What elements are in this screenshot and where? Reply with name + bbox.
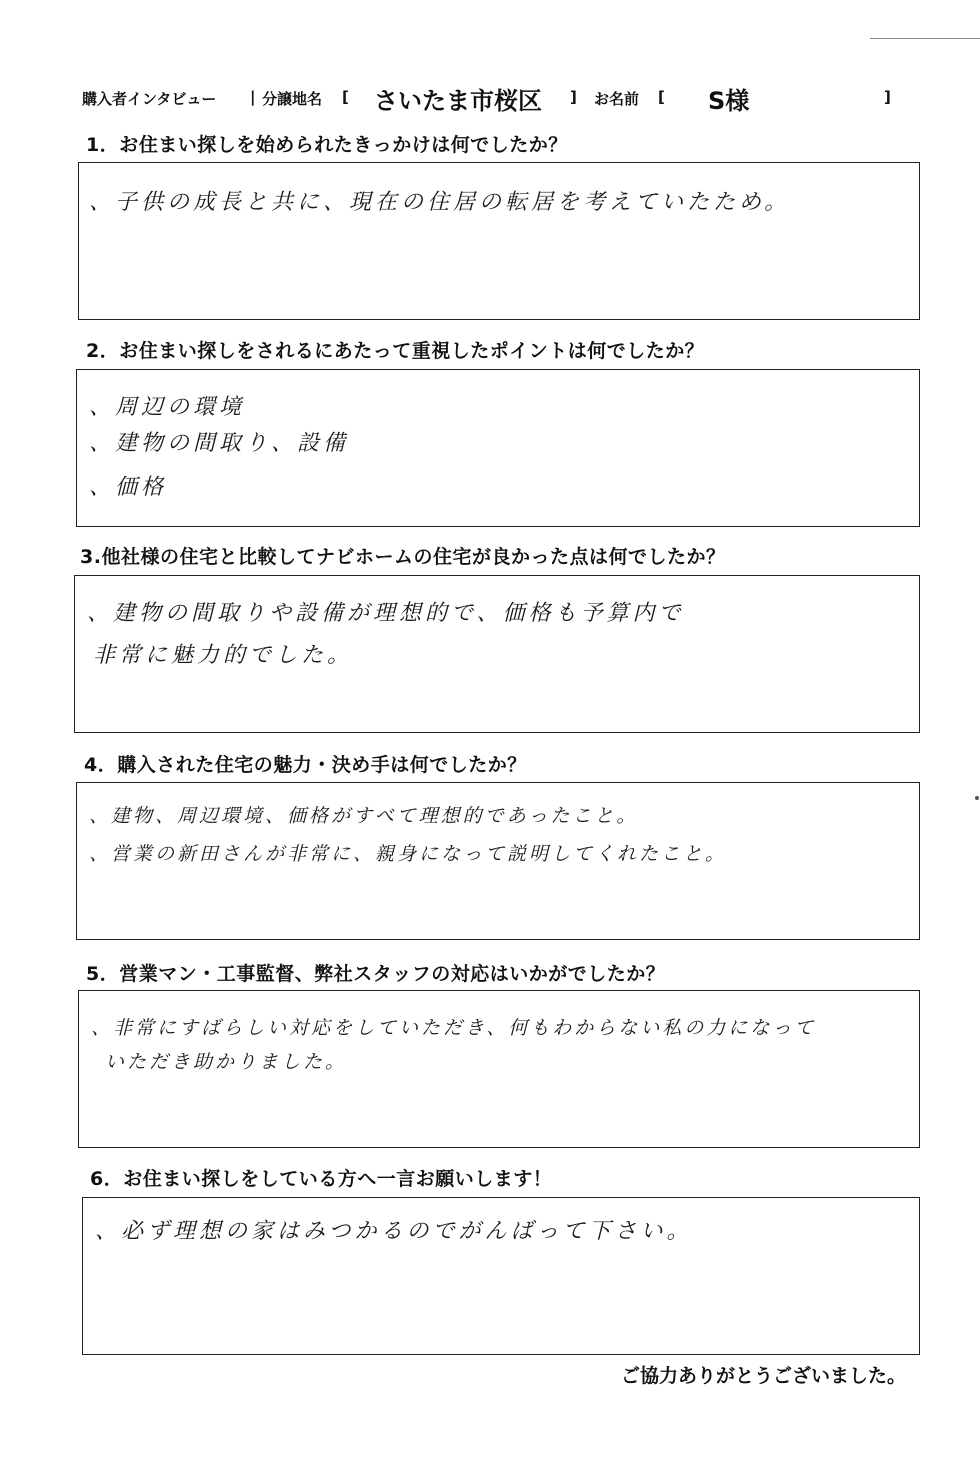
thanks-message: ご協力ありがとうございました。 — [620, 1365, 906, 1387]
area-label: 分譲地名 — [262, 90, 323, 108]
scan-edge-line — [870, 38, 980, 39]
answer-5-line-2: いただき助かりました。 — [105, 1051, 348, 1073]
answer-4-line-2: 、営業の新田さんが非常に、親身になって説明してくれたこと。 — [89, 843, 728, 865]
question-3: 3.他社様の住宅と比較してナビホームの住宅が良かった点は何でしたか？ — [80, 546, 726, 568]
name-bracket-open: [ — [658, 88, 665, 106]
answer-2-line-2: 、建物の間取り、設備 — [89, 431, 350, 456]
answer-5-line-1: 、非常にすばらしい対応をしていただき、何もわからない私の力になって — [91, 1017, 817, 1039]
name-bracket-close: ] — [884, 88, 891, 106]
question-5: 5．営業マン・工事監督、弊社スタッフの対応はいかがでしたか？ — [86, 963, 666, 985]
answer-2-line-1: 、周辺の環境 — [89, 395, 246, 420]
answer-6-line-1: 、必ず理想の家はみつかるのでがんばって下さい。 — [95, 1219, 693, 1244]
form-header — [82, 80, 912, 114]
question-1: 1．お住まい探しを始められたきっかけは何でしたか？ — [86, 134, 568, 156]
question-6: 6．お住まい探しをしている方へ一言お願いします！ — [90, 1168, 553, 1190]
interview-label: 購入者インタビュー — [82, 90, 217, 108]
answer-box-6 — [82, 1197, 920, 1355]
header-separator: | — [250, 88, 256, 106]
question-2: 2．お住まい探しをされるにあたって重視したポイントは何でしたか？ — [86, 340, 705, 362]
answer-box-2 — [76, 369, 920, 527]
name-value: S様 — [708, 87, 750, 115]
area-value: さいたま市桜区 — [374, 87, 542, 115]
area-bracket-close: ] — [570, 88, 577, 106]
area-bracket-open: [ — [342, 88, 349, 106]
answer-3-line-1: 、建物の間取りや設備が理想的で、価格も予算内で — [87, 601, 685, 626]
answer-box-4 — [76, 782, 920, 940]
answer-1-line-1: 、子供の成長と共に、現在の住居の転居を考えていたため。 — [89, 190, 791, 215]
name-label: お名前 — [594, 90, 640, 108]
question-4: 4．購入された住宅の魅力・決め手は何でしたか？ — [84, 754, 527, 776]
answer-3-line-2: 非常に魅力的でした。 — [93, 643, 354, 668]
answer-box-3 — [74, 575, 920, 733]
answer-2-line-3: 、価格 — [89, 475, 168, 500]
answer-box-1 — [78, 162, 920, 320]
answer-box-5 — [78, 990, 920, 1148]
scan-speck — [975, 796, 979, 800]
answer-4-line-1: 、建物、周辺環境、価格がすべて理想的であったこと。 — [89, 805, 639, 827]
